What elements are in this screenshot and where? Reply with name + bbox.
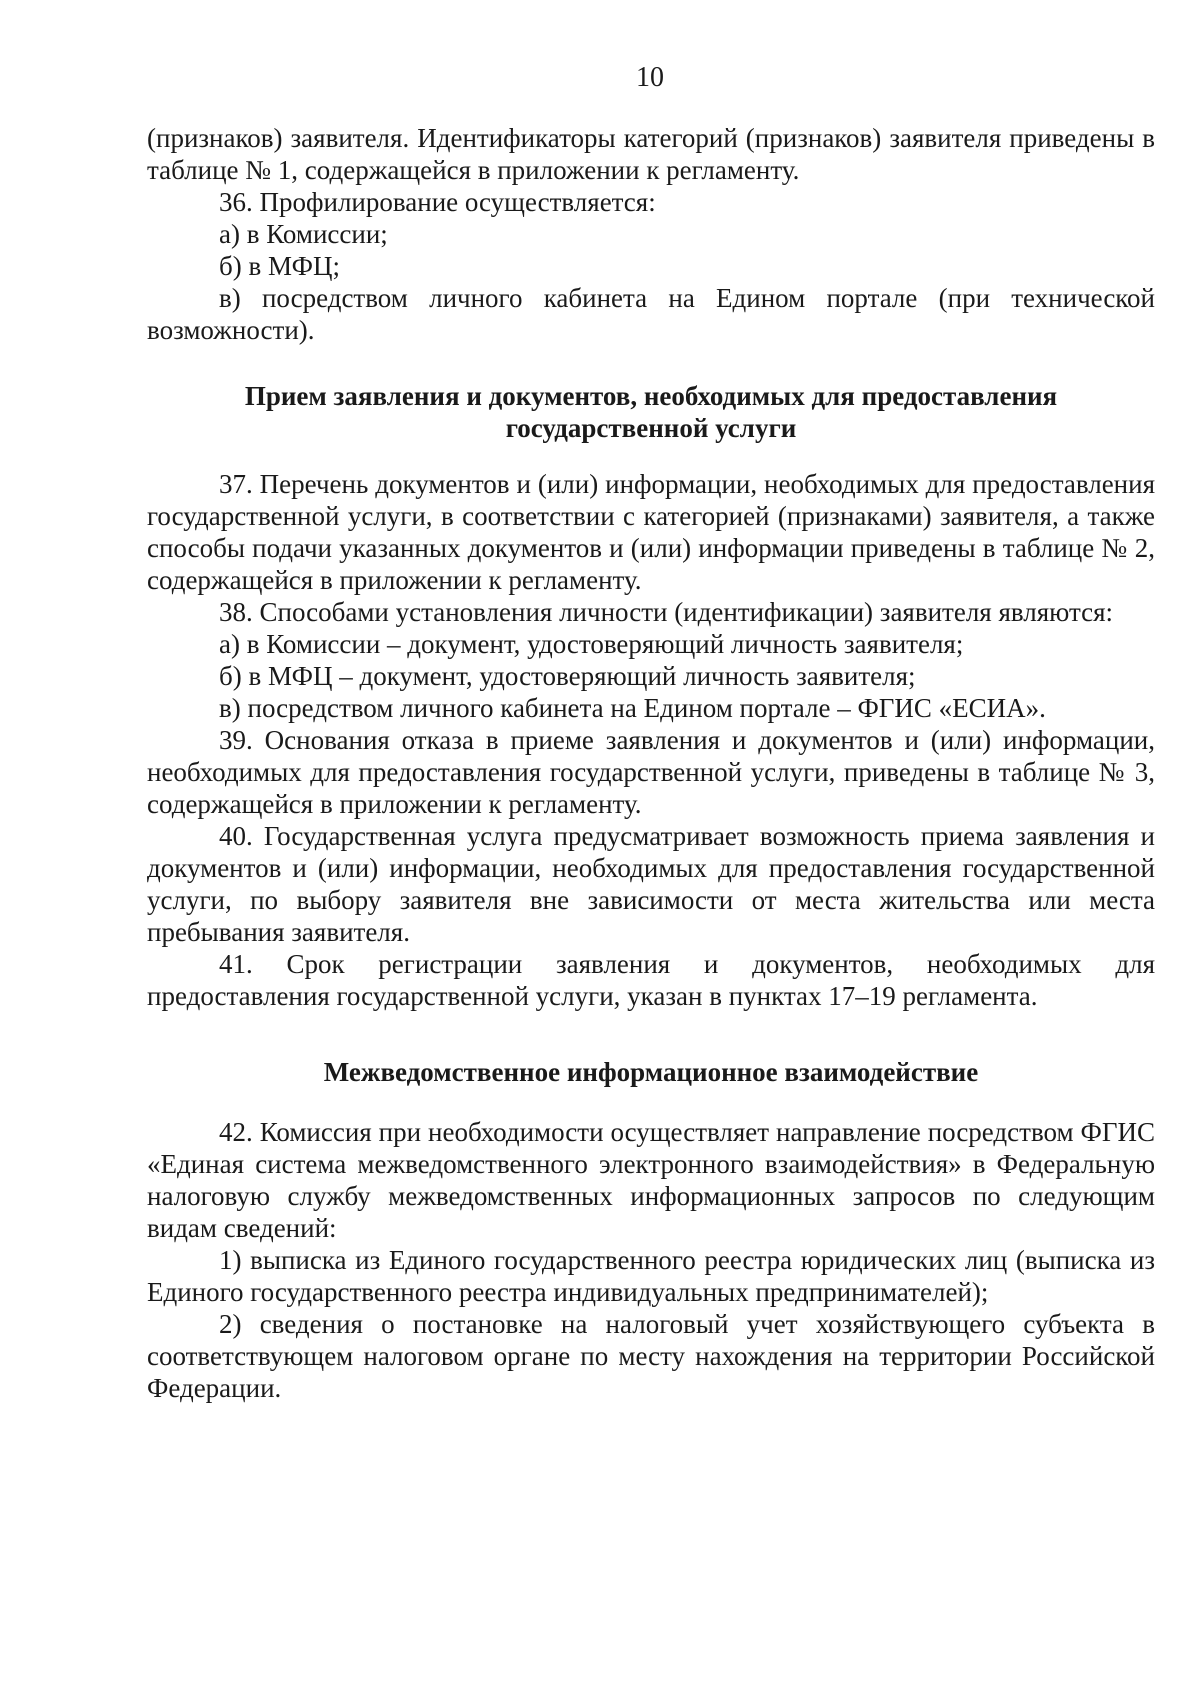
- paragraph-42: 42. Комиссия при необходимости осуществляет направление посредством ФГИС «Единая система межведомственного электронного взаимодействия» в Федеральную налоговую службу межведомственных информационных запросов по следующим видам сведений:: [147, 1117, 1155, 1243]
- list-item-b: б) в МФЦ;: [219, 251, 340, 281]
- page-number: 10: [636, 62, 664, 93]
- heading-line-2: государственной услуги: [505, 413, 797, 443]
- paragraph-39: 39. Основания отказа в приеме заявления и документов и (или) информации, необходимых для предоставления государственной услуги, приведены в таблице № 3, содержащейся в приложении к регламенту.: [147, 725, 1155, 819]
- section-profiling: [147, 122, 1155, 346]
- list-item-v: в) посредством личного кабинета на Едином портале – ФГИС «ЕСИА».: [219, 693, 1046, 723]
- paragraph-41: 41. Срок регистрации заявления и документов, необходимых для предоставления государственной услуги, указан в пунктах 17–19 регламента.: [147, 949, 1155, 1011]
- list-item-b: б) в МФЦ – документ, удостоверяющий личность заявителя;: [219, 661, 916, 691]
- section-interaction: [147, 1116, 1155, 1404]
- paragraph-36: 36. Профилирование осуществляется:: [219, 187, 656, 217]
- paragraph-37: 37. Перечень документов и (или) информации, необходимых для предоставления государственной услуги, в соответствии с категорией (признаками) заявителя, а также способы подачи указанных документов и (или) информации приведены в таблице № 2, содержащейся в приложении к регламенту.: [147, 469, 1155, 595]
- heading-line-1: Межведомственное информационное взаимодействие: [323, 1057, 979, 1087]
- heading-line-1: Прием заявления и документов, необходимых для предоставления: [244, 381, 1058, 411]
- paragraph-40: 40. Государственная услуга предусматривает возможность приема заявления и документов и (или) информации, необходимых для предоставления государственной услуги, по выбору заявителя вне зависимости от места жительства или места пребывания заявителя.: [147, 821, 1155, 947]
- section-heading-interaction: [147, 1056, 1155, 1088]
- list-item-a: а) в Комиссии – документ, удостоверяющий личность заявителя;: [219, 629, 964, 659]
- section-reception: [147, 468, 1155, 1012]
- paragraph-38: 38. Способами установления личности (идентификации) заявителя являются:: [219, 597, 1114, 627]
- list-item-2: 2) сведения о постановке на налоговый учет хозяйствующего субъекта в соответствующем налоговом органе по месту нахождения на территории Российской Федерации.: [147, 1309, 1155, 1403]
- list-item-a: а) в Комиссии;: [219, 219, 388, 249]
- list-item-1: 1) выписка из Единого государственного реестра юридических лиц (выписка из Единого государственного реестра индивидуальных предпринимателей);: [147, 1245, 1155, 1307]
- list-item-v: в) посредством личного кабинета на Едином портале (при технической возможности).: [147, 283, 1155, 345]
- section-heading-reception: [147, 380, 1155, 444]
- paragraph-continuation: (признаков) заявителя. Идентификаторы категорий (признаков) заявителя приведены в таблице № 1, содержащейся в приложении к регламенту.: [147, 123, 1155, 185]
